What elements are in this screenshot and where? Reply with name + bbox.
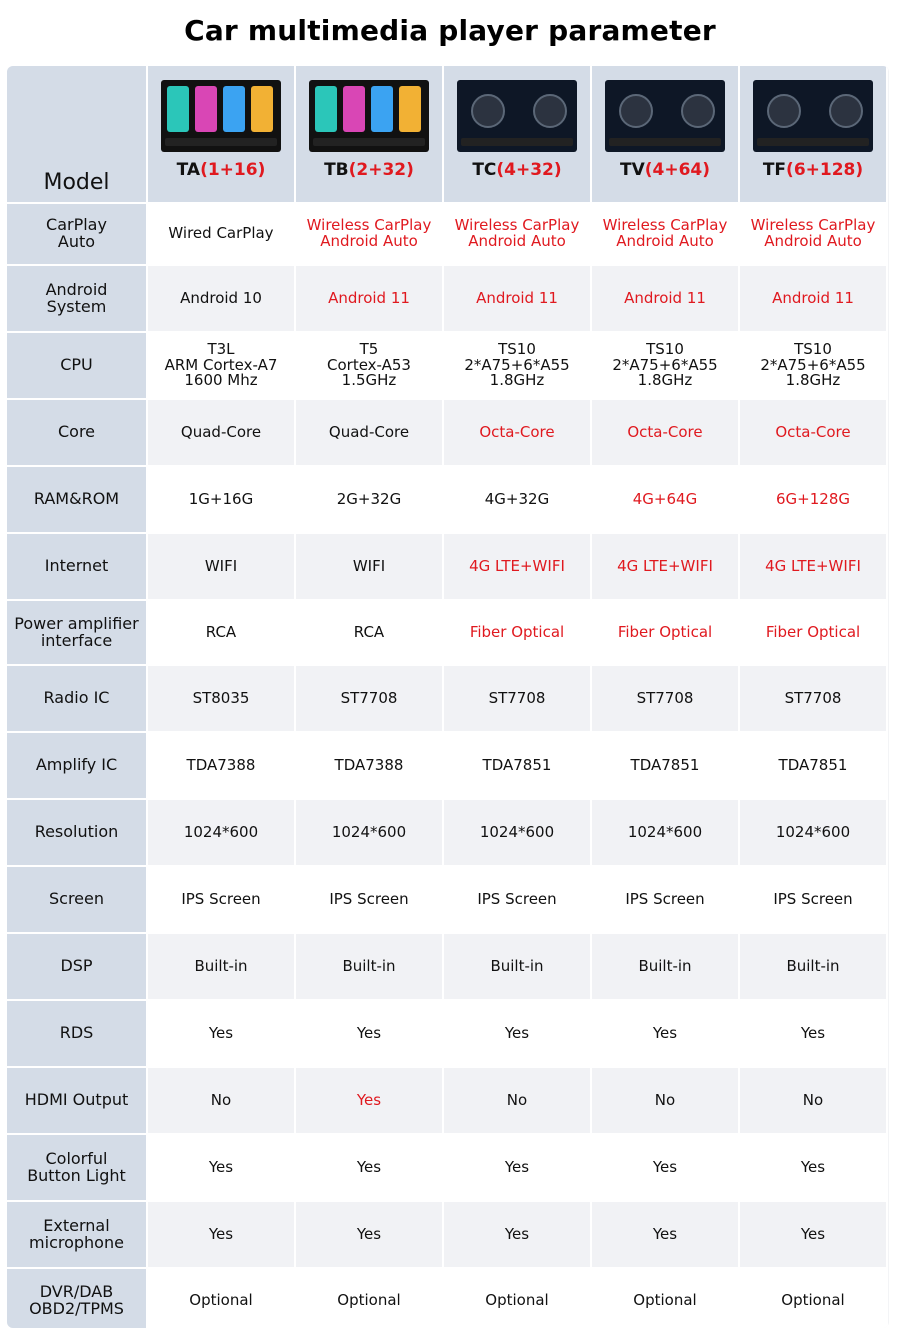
spec-value: TDA7388 [148,733,296,800]
spec-value: Yes [148,1001,296,1068]
spec-row [7,266,889,333]
spec-value: Wired CarPlay [148,204,296,266]
spec-value: Optional [296,1269,444,1328]
spec-value: Yes [444,1001,592,1068]
model-header-3 [592,66,740,204]
spec-row [7,1202,889,1269]
row-label: Amplify IC [7,733,148,800]
spec-row [7,733,889,800]
row-label: DSP [7,934,148,1001]
spec-value: 1024*600 [444,800,592,867]
spec-value: Optional [740,1269,888,1328]
spec-value: Octa-Core [740,400,888,467]
header-row [7,66,889,204]
page-title: Car multimedia player parameter [184,14,716,47]
spec-value: 1024*600 [592,800,740,867]
model-name: TC(4+32) [472,160,562,180]
spec-value: Built-in [148,934,296,1001]
spec-value: Fiber Optical [740,601,888,666]
spec-row [7,934,889,1001]
spec-value: 4G LTE+WIFI [740,534,888,601]
spec-value: Yes [148,1135,296,1202]
spec-value: 4G LTE+WIFI [592,534,740,601]
spec-value: No [148,1068,296,1135]
spec-value: Optional [148,1269,296,1328]
spec-row [7,1001,889,1068]
spec-value: Yes [740,1202,888,1269]
spec-value: Yes [592,1001,740,1068]
row-label: Screen [7,867,148,934]
row-label: DVR/DAB OBD2/TPMS [7,1269,148,1328]
spec-value: Wireless CarPlay Android Auto [740,204,888,266]
product-screen-image [161,80,281,152]
spec-row [7,204,889,266]
spec-row [7,601,889,666]
row-label: RAM&ROM [7,467,148,534]
product-screen-image [457,80,577,152]
row-label: Colorful Button Light [7,1135,148,1202]
spec-row [7,666,889,733]
spec-value: Wireless CarPlay Android Auto [296,204,444,266]
spec-value: Fiber Optical [444,601,592,666]
spec-value: Android 11 [444,266,592,333]
row-label: Internet [7,534,148,601]
spec-value: TDA7851 [740,733,888,800]
spec-value: Wireless CarPlay Android Auto [444,204,592,266]
spec-value: ST7708 [444,666,592,733]
spec-value: 1024*600 [296,800,444,867]
spec-value: Built-in [296,934,444,1001]
product-screen-image [753,80,873,152]
spec-value: Optional [444,1269,592,1328]
spec-value: WIFI [296,534,444,601]
spec-value: Yes [740,1135,888,1202]
spec-value: Yes [740,1001,888,1068]
spec-value: 4G LTE+WIFI [444,534,592,601]
spec-value: Android 10 [148,266,296,333]
spec-value: Yes [296,1202,444,1269]
spec-row [7,800,889,867]
model-name: TV(4+64) [619,160,711,180]
spec-value: Optional [592,1269,740,1328]
row-label: External microphone [7,1202,148,1269]
spec-value: Octa-Core [444,400,592,467]
spec-value: IPS Screen [444,867,592,934]
model-header-4 [740,66,888,204]
spec-value: Yes [444,1135,592,1202]
row-label: RDS [7,1001,148,1068]
spec-value: Built-in [592,934,740,1001]
spec-value: Quad-Core [148,400,296,467]
spec-value: 1G+16G [148,467,296,534]
spec-value: 1024*600 [740,800,888,867]
spec-value: Yes [296,1135,444,1202]
spec-value: TDA7851 [444,733,592,800]
row-label: Resolution [7,800,148,867]
spec-value: ST7708 [740,666,888,733]
row-label: Core [7,400,148,467]
spec-value: TDA7388 [296,733,444,800]
model-name: TA(1+16) [176,160,266,180]
row-label: HDMI Output [7,1068,148,1135]
spec-row [7,867,889,934]
spec-value: Android 11 [592,266,740,333]
spec-value: Yes [148,1202,296,1269]
spec-value: 1024*600 [148,800,296,867]
spec-value: No [444,1068,592,1135]
spec-value: TS10 2*A75+6*A55 1.8GHz [444,333,592,400]
row-label: Android System [7,266,148,333]
product-screen-image [309,80,429,152]
spec-row [7,400,889,467]
spec-value: 4G+64G [592,467,740,534]
spec-row [7,1269,889,1328]
header-label: Model [7,66,148,204]
row-label: CarPlay Auto [7,204,148,266]
spec-value: IPS Screen [148,867,296,934]
model-header-1 [296,66,444,204]
spec-value: Octa-Core [592,400,740,467]
spec-row [7,534,889,601]
spec-value: TDA7851 [592,733,740,800]
spec-value: IPS Screen [296,867,444,934]
spec-value: RCA [296,601,444,666]
row-label: CPU [7,333,148,400]
spec-value: No [740,1068,888,1135]
spec-value: 2G+32G [296,467,444,534]
model-name: TB(2+32) [324,160,414,180]
spec-value: Yes [592,1135,740,1202]
spec-value: IPS Screen [592,867,740,934]
spec-value: 6G+128G [740,467,888,534]
model-header-2 [444,66,592,204]
spec-value: TS10 2*A75+6*A55 1.8GHz [740,333,888,400]
spec-value: ST7708 [592,666,740,733]
spec-value: T5 Cortex-A53 1.5GHz [296,333,444,400]
spec-value: Wireless CarPlay Android Auto [592,204,740,266]
spec-value: No [592,1068,740,1135]
spec-table [7,66,889,1328]
spec-row [7,333,889,400]
spec-value: Yes [592,1202,740,1269]
model-name: TF(6+128) [762,160,864,180]
spec-row [7,1135,889,1202]
spec-value: Android 11 [740,266,888,333]
spec-value: T3L ARM Cortex-A7 1600 Mhz [148,333,296,400]
spec-value: WIFI [148,534,296,601]
spec-row [7,1068,889,1135]
spec-value: Android 11 [296,266,444,333]
spec-value: Quad-Core [296,400,444,467]
spec-value: Yes [296,1068,444,1135]
spec-value: Fiber Optical [592,601,740,666]
spec-value: Built-in [740,934,888,1001]
spec-value: 4G+32G [444,467,592,534]
spec-value: ST7708 [296,666,444,733]
spec-value: TS10 2*A75+6*A55 1.8GHz [592,333,740,400]
spec-value: IPS Screen [740,867,888,934]
spec-value: RCA [148,601,296,666]
spec-value: Yes [296,1001,444,1068]
spec-value: Yes [444,1202,592,1269]
row-label: Radio IC [7,666,148,733]
spec-row [7,467,889,534]
spec-value: Built-in [444,934,592,1001]
model-header-0 [148,66,296,204]
product-screen-image [605,80,725,152]
spec-value: ST8035 [148,666,296,733]
row-label: Power amplifier interface [7,601,148,666]
